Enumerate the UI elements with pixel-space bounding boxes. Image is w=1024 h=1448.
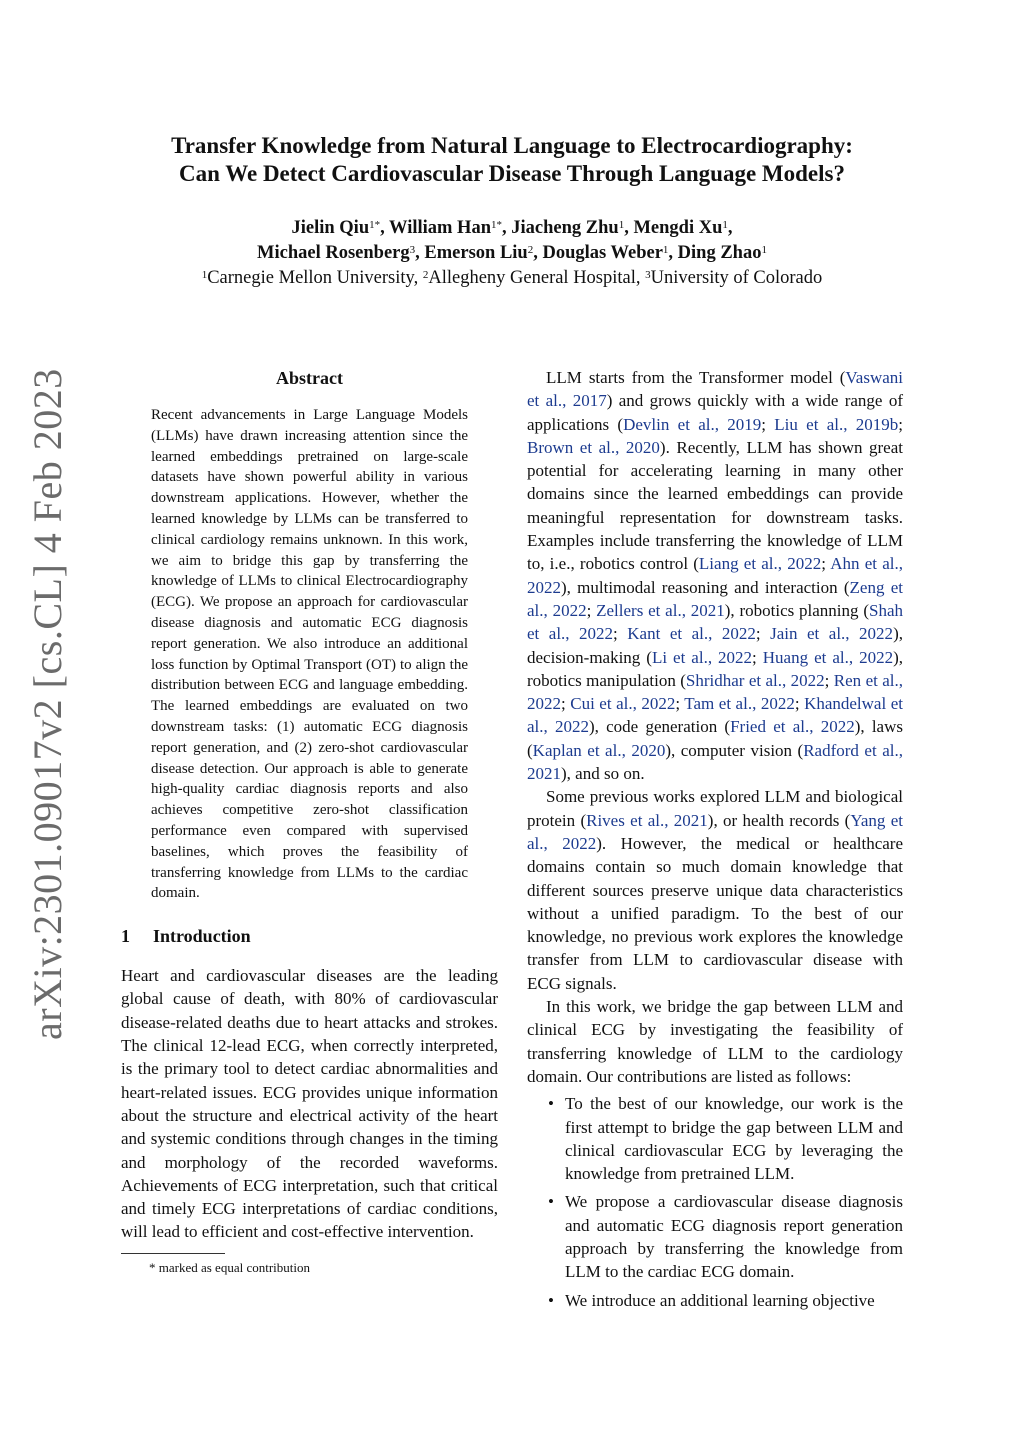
text-run: ; xyxy=(675,694,685,714)
citation-link[interactable]: Shah et al., 2022 xyxy=(527,600,903,644)
text-run: ). Recently, LLM has shown great potential for accelerating learning in many other domains since the learned embeddings can provide meaningful representation for downstream tasks. Examples include transferring the knowledge of LLM to, i.e., robotics control ( xyxy=(527,437,903,574)
author-line-2: Michael Rosenberg$^3$, Emerson Liu$^2$, Douglas Weber$^1$, Ding Zhao$^1$ xyxy=(257,243,767,263)
footnote-divider xyxy=(121,1253,225,1254)
citation-link[interactable]: Liang et al., 2022 xyxy=(698,554,822,574)
author-name: Jielin Qiu xyxy=(291,218,370,238)
intro-paragraph-1: Heart and cardiovascular diseases are the leading global cause of death, with 80% of cardiovascular disease-related deaths due to heart attacks and strokes. The clinical 12-lead ECG, when correctly interpreted, is the primary tool to detect cardiac abnormalities and heart-related issues. ECG provides unique information about the structure and electrical activity of the heart and systemic conditions through changes in the timing and morphology of the recorded waveforms. Achievements of ECG interpretation, such that critical and timely ECG interpretations of cardiac conditions, will lead to efficient and cost-effective intervention. xyxy=(121,966,498,1242)
abstract-text: Recent advancements in Large Language Models (LLMs) have drawn increasing attention since the learned embeddings pretrained on large-scale datasets have shown powerful ability in various downstream applications. However, whether the learned knowledge by LLMs can be transferred to clinical cardiology remains unknown. In this work, we aim to bridge this gap by transferring the knowledge of LLMs to clinical Electrocardiography (ECG). We propose an approach for cardiovascular disease diagnosis and automatic ECG diagnosis report generation. We also introduce an additional loss function by Optimal Transport (OT) to align the distribution between ECG and language embedding. The learned embeddings are evaluated on two downstream tasks: (1) automatic ECG diagnosis report generation, and (2) zero-shot cardiovascular disease detection. Our approach is able to generate high-quality cardiac diagnosis reports and also achieves competitive zero-shot classification performance even compared with supervised baselines, which proves the feasibility of transferring knowledge from LLMs to the cardiac domain. xyxy=(151,407,468,902)
citation-link[interactable]: Brown et al., 2020 xyxy=(527,437,660,457)
citation-link[interactable]: Huang et al., 2022 xyxy=(762,647,894,667)
affil-mark: 2 xyxy=(422,269,429,281)
citation-link[interactable]: Jain et al., 2022 xyxy=(770,624,894,644)
citation-link[interactable]: Khandelwal et al., 2022 xyxy=(527,694,903,737)
text-run: ). However, the medical or healthcare domains contain so much domain knowledge that different sources preserve unique data characteristics without a unified paradigm. To the best of our knowledge, no previous work explores the knowledge transfer from LLM to cardiovascular disease with ECG signals. xyxy=(527,833,903,993)
citation-link[interactable]: Liu et al., 2019b xyxy=(774,414,899,434)
text-run: ), or health records ( xyxy=(707,810,851,830)
author-name: Mengdi Xu xyxy=(633,218,723,238)
citation-link[interactable]: Zeng et al., 2022 xyxy=(527,577,903,620)
title-line-1: Transfer Knowledge from Natural Language to Electrocardiography: xyxy=(171,133,853,158)
list-item-text: We introduce an additional learning objective xyxy=(565,1290,875,1310)
bullet-icon: • xyxy=(548,1192,554,1212)
citation-link[interactable]: Li et al., 2022 xyxy=(651,647,753,667)
author-name: William Han xyxy=(389,218,491,238)
citation-link[interactable]: Shridhar et al., 2022 xyxy=(685,670,825,690)
section-heading-introduction xyxy=(121,924,498,948)
paper-title xyxy=(100,132,924,188)
text-run: ; xyxy=(613,624,628,644)
citation-link[interactable]: Vaswani et al., 2017 xyxy=(527,368,903,411)
citation-link[interactable]: Devlin et al., 2019 xyxy=(623,414,762,434)
citation-link[interactable]: Cui et al., 2022 xyxy=(570,694,676,714)
text-run: ), laws ( xyxy=(527,717,903,760)
footnote-text: marked as equal contribution xyxy=(158,1259,311,1275)
left-column xyxy=(121,366,498,1277)
author-affil-mark: 1* xyxy=(369,219,381,231)
text-run: ; xyxy=(561,694,571,714)
contributions-intro-paragraph: In this work, we bridge the gap between LLM and clinical ECG by investigating the feasibility of transferring knowledge of LLM to the cardiology domain. Our contributions are listed as follows: xyxy=(527,997,903,1086)
affiliations xyxy=(100,266,924,291)
contributions-list xyxy=(527,1092,903,1312)
author-name: Ding Zhao xyxy=(677,243,762,263)
author-affil-mark: 3 xyxy=(409,244,416,256)
citation-link[interactable]: Tam et al., 2022 xyxy=(684,694,795,714)
text-run: ; xyxy=(752,647,763,667)
text-run: ; xyxy=(794,694,805,714)
citation-link[interactable]: Yang et al., 2022 xyxy=(527,810,904,853)
list-item xyxy=(527,1289,903,1312)
section-number: 1 xyxy=(121,926,130,947)
citation-link[interactable]: Kaplan et al., 2020 xyxy=(532,740,666,760)
text-run: ), robotics manipulation ( xyxy=(527,647,903,690)
author-affil-mark: 1 xyxy=(618,219,625,231)
text-run: ), and so on. xyxy=(561,764,645,784)
list-item-text: To the best of our knowledge, our work is the first attempt to bridge the gap between LLM and clinical cardiovascular ECG by leveraging the knowledge from pretrained LLM. xyxy=(565,1094,903,1184)
bullet-icon: • xyxy=(548,1094,554,1114)
affil-mark: 1 xyxy=(201,269,208,281)
bullet-icon: • xyxy=(548,1290,554,1310)
citation-link[interactable]: Zellers et al., 2021 xyxy=(596,600,725,620)
author-affil-mark: 2 xyxy=(527,244,534,256)
text-run: ), robotics planning ( xyxy=(724,600,869,620)
author-affil-mark: 1 xyxy=(761,244,767,256)
footnote-mark: * xyxy=(149,1259,156,1275)
list-item xyxy=(527,1190,903,1283)
title-line-2: Can We Detect Cardiovascular Disease Through Language Models? xyxy=(179,161,845,186)
list-item-text: We propose a cardiovascular disease diagnosis and automatic ECG diagnosis report generation approach by transferring the knowledge from LLM to the cardiac ECG domain. xyxy=(565,1192,903,1282)
text-run: LLM starts from the Transformer model ( xyxy=(546,368,846,387)
text-run: ), decision-making ( xyxy=(527,624,903,667)
citation-link[interactable]: Fried et al., 2022 xyxy=(730,717,855,737)
text-run: ; xyxy=(586,600,597,620)
abstract-heading: Abstract xyxy=(276,368,343,388)
list-item xyxy=(527,1092,903,1185)
citation-link[interactable]: Radford et al., 2021 xyxy=(527,740,903,784)
author-line-1: Jielin Qiu$^{1*}$, William Han$^{1*}$, Jiacheng Zhu$^1$, Mengdi Xu$^1$, xyxy=(291,218,733,238)
author-name: Jiacheng Zhu xyxy=(511,218,619,238)
text-run: ), computer vision ( xyxy=(665,740,804,760)
text-run: ; xyxy=(821,554,831,574)
footnote xyxy=(121,1259,498,1277)
paper-header xyxy=(100,132,924,291)
citation-link[interactable]: Rives et al., 2021 xyxy=(586,810,708,830)
text-run: ; xyxy=(824,670,834,690)
text-run: ; xyxy=(761,414,775,434)
text-run: ; xyxy=(898,414,903,434)
text-run: ), multimodal reasoning and interaction ( xyxy=(561,577,850,597)
text-run: ; xyxy=(755,624,771,644)
arxiv-identifier: arXiv:2301.09017v2 [cs.CL] 4 Feb 2023 xyxy=(25,368,70,1040)
section-title: Introduction xyxy=(153,926,251,947)
medical-domain-paragraph xyxy=(527,785,903,995)
affiliation-name: Allegheny General Hospital, xyxy=(428,268,641,288)
affil-mark: 3 xyxy=(645,269,651,281)
text-run: ) and grows quickly with a wide range of applications ( xyxy=(527,391,903,434)
author-name: Douglas Weber xyxy=(542,243,663,263)
citation-link[interactable]: Kant et al., 2022 xyxy=(627,624,756,644)
text-run: Some previous works explored LLM and biological protein ( xyxy=(527,787,903,830)
llm-background-paragraph xyxy=(527,366,903,785)
affiliation-name: Carnegie Mellon University, xyxy=(207,268,419,288)
author-name: Michael Rosenberg xyxy=(257,243,410,263)
author-affil-mark: 1 xyxy=(662,244,669,256)
citation-link[interactable]: Ahn et al., 2022 xyxy=(527,554,903,597)
citation-link[interactable]: Ren et al., 2022 xyxy=(527,670,903,714)
author-list xyxy=(100,216,924,291)
affiliation-name: University of Colorado xyxy=(650,268,823,288)
author-affil-mark: 1* xyxy=(491,219,502,231)
author-name: Emerson Liu xyxy=(424,243,528,263)
right-column xyxy=(527,366,903,1317)
text-run: ), code generation ( xyxy=(589,717,731,737)
author-affil-mark: 1 xyxy=(722,219,728,231)
